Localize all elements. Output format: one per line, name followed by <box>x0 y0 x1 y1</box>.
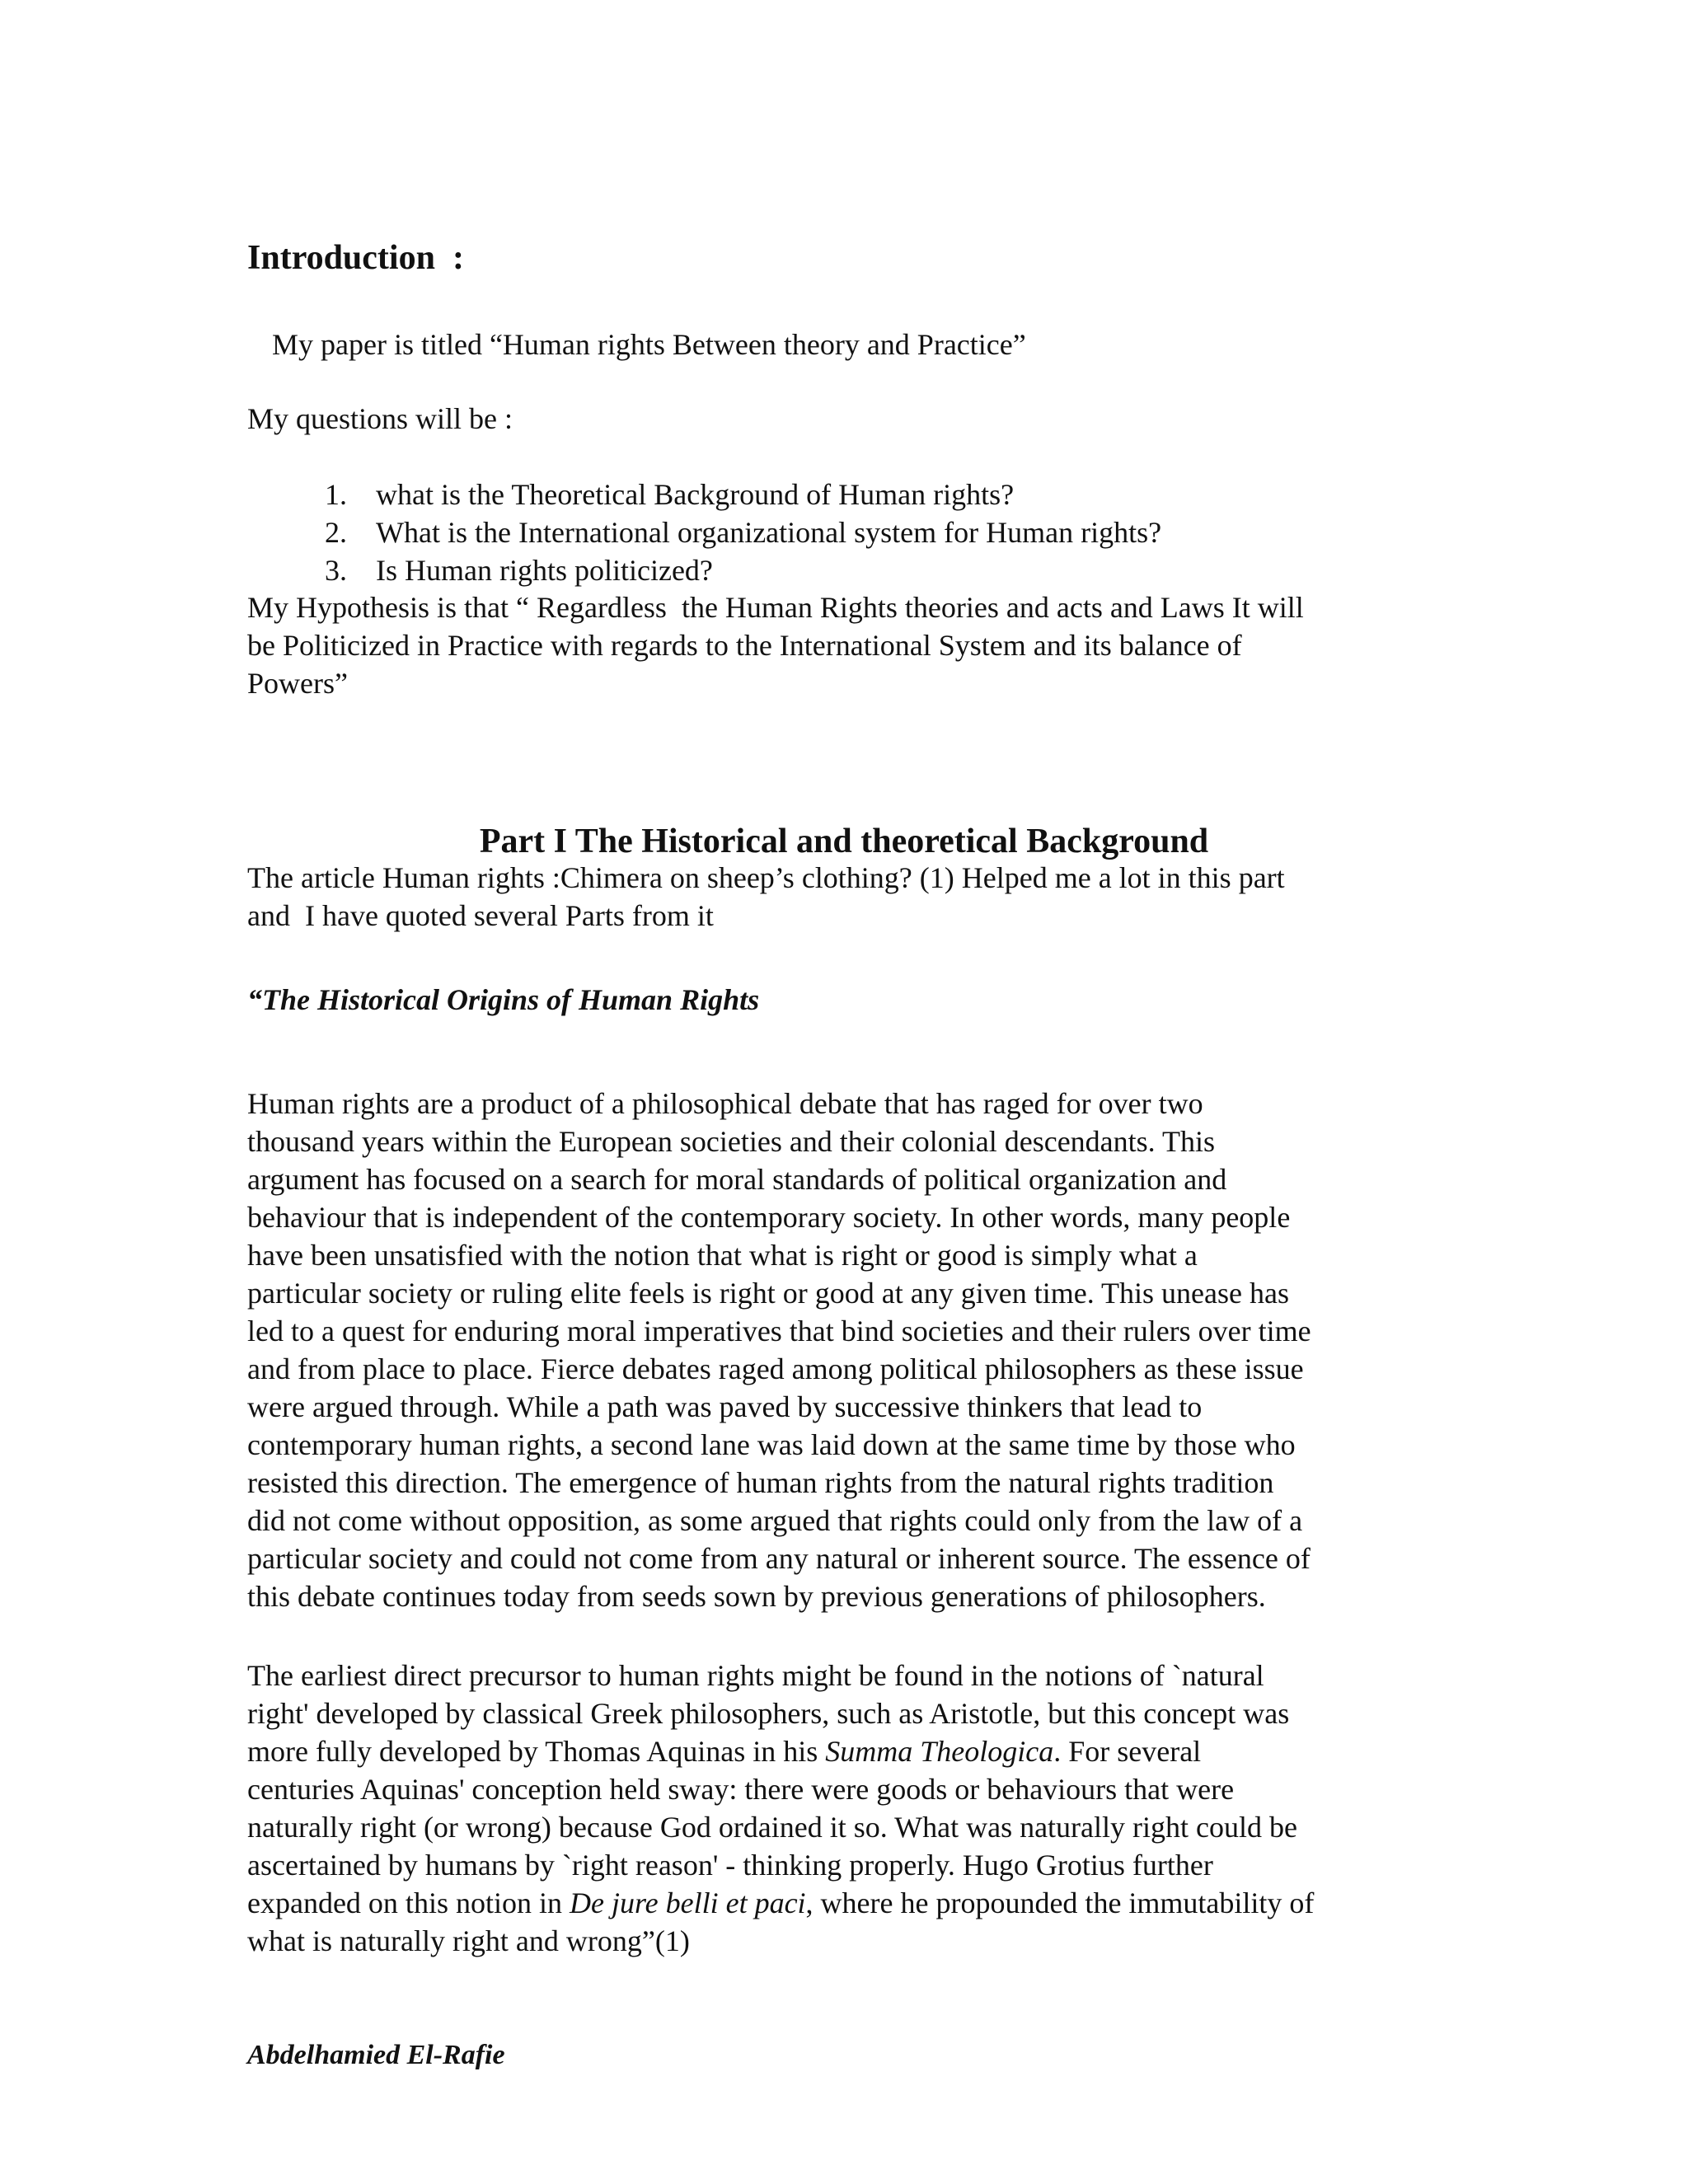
text-line: behaviour that is independent of the contemporary society. In other words, many people <box>247 1201 1291 1234</box>
text-line: particular society and could not come from any natural or inherent source. The essence of <box>247 1542 1311 1575</box>
text-line: right' developed by classical Greek philosophers, such as Aristotle, but this concept was <box>247 1697 1290 1730</box>
list-item-text: What is the International organizational system for Human rights? <box>376 516 1162 549</box>
questions-intro: My questions will be : <box>247 402 513 435</box>
part-one-heading: Part I The Historical and theoretical Background <box>479 823 1209 860</box>
text-line: Powers” <box>247 667 348 700</box>
text-segment: . For several <box>1053 1735 1202 1768</box>
text-line: My Hypothesis is that “ Regardless the Human Rights theories and acts and Laws It will <box>247 591 1304 624</box>
text-line: what is naturally right and wrong”(1) <box>247 1924 690 1957</box>
hypothesis-paragraph <box>247 588 1451 702</box>
text-line: were argued through. While a path was paved by successive thinkers that lead to <box>247 1390 1203 1423</box>
text-line: Human rights are a product of a philosophical debate that has raged for over two <box>247 1087 1203 1120</box>
list-item-number: 2. <box>325 516 347 549</box>
list-item-number: 1. <box>325 478 347 511</box>
text-line: argument has focused on a search for moral standards of political organization and <box>247 1163 1227 1196</box>
section-subheading: “The Historical Origins of Human Rights <box>247 983 760 1016</box>
introduction-heading: Introduction : <box>247 239 464 277</box>
paper-title-sentence: My paper is titled “Human rights Between theory and Practice” <box>272 328 1026 361</box>
list-item-text: Is Human rights politicized? <box>376 554 713 587</box>
text-line: naturally right (or wrong) because God ordained it so. What was naturally right could be <box>247 1811 1297 1844</box>
text-line: The earliest direct precursor to human rights might be found in the notions of `natural <box>247 1659 1264 1692</box>
list-item-text: what is the Theoretical Background of Human rights? <box>376 478 1015 511</box>
text-line <box>247 1884 1451 1922</box>
text-line: led to a quest for enduring moral imperatives that bind societies and their rulers over time <box>247 1315 1311 1347</box>
historical-origins-paragraph <box>247 1085 1451 1615</box>
text-segment: more fully developed by Thomas Aquinas in his <box>247 1735 826 1768</box>
list-item-number: 3. <box>325 554 347 587</box>
text-line: and from place to place. Fierce debates raged among political philosophers as these issue <box>247 1352 1304 1385</box>
author-name: Abdelhamied El-Rafie <box>247 2040 505 2070</box>
text-line: The article Human rights :Chimera on sheep’s clothing? (1) Helped me a lot in this part <box>247 861 1285 894</box>
text-line: ascertained by humans by `right reason' - thinking properly. Hugo Grotius further <box>247 1849 1213 1882</box>
book-title-italic: De jure belli et paci <box>569 1886 806 1919</box>
article-note-paragraph <box>247 859 1451 935</box>
text-line: this debate continues today from seeds sown by previous generations of philosophers. <box>247 1580 1266 1613</box>
text-line: particular society or ruling elite feels is right or good at any given time. This unease has <box>247 1277 1289 1310</box>
text-line: centuries Aquinas' conception held sway: there were goods or behaviours that were <box>247 1773 1235 1806</box>
text-line <box>247 1732 1451 1770</box>
text-segment: , where he propounded the immutability of <box>805 1886 1315 1919</box>
text-line: and I have quoted several Parts from it <box>247 899 714 932</box>
text-line: resisted this direction. The emergence of human rights from the natural rights tradition <box>247 1466 1274 1499</box>
text-line: contemporary human rights, a second lane was laid down at the same time by those who <box>247 1428 1296 1461</box>
text-line: thousand years within the European societies and their colonial descendants. This <box>247 1125 1216 1158</box>
text-line: have been unsatisfied with the notion that what is right or good is simply what a <box>247 1239 1198 1272</box>
text-segment: expanded on this notion in <box>247 1886 570 1919</box>
text-line: be Politicized in Practice with regards to the International System and its balance of <box>247 629 1242 662</box>
text-line: did not come without opposition, as some argued that rights could only from the law of a <box>247 1504 1303 1537</box>
natural-right-paragraph <box>247 1657 1451 1960</box>
book-title-italic: Summa Theologica <box>825 1735 1054 1768</box>
